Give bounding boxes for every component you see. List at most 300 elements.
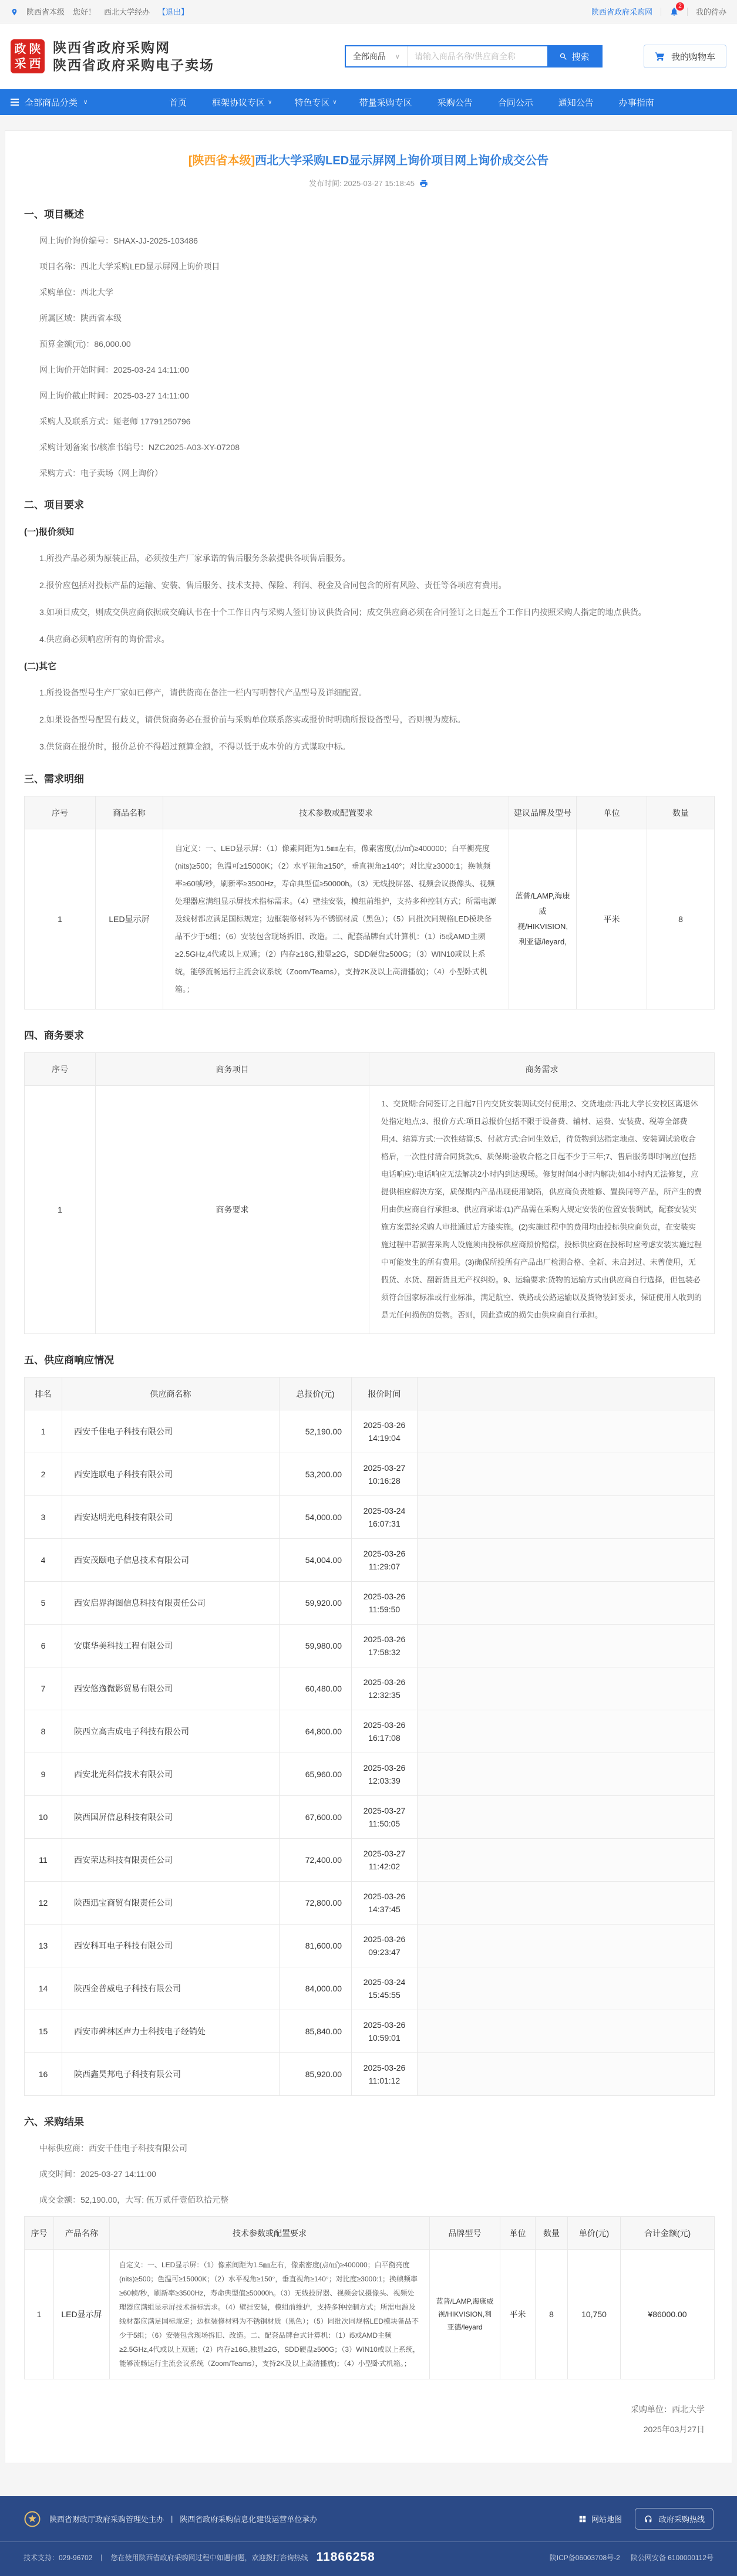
quote-date: 2025-03-26 <box>363 2020 406 2030</box>
cell-rank: 4 <box>25 1539 62 1582</box>
cell-quote-time <box>352 1839 418 1882</box>
notice-item: 1.所投产品必须为原装正品，必须按生产厂家承诺的售后服务条款提供各项售后服务。 <box>39 553 351 563</box>
cell-rank: 13 <box>25 1925 62 1967</box>
col-header: 建议品牌及型号 <box>509 796 577 829</box>
col-header: 排名 <box>25 1378 62 1410</box>
section-demand-heading: 三、需求明细 <box>24 774 84 785</box>
cell-total-price: 54,004.00 <box>280 1539 352 1582</box>
supplier-row <box>25 2053 715 2096</box>
col-header-empty <box>418 1378 715 1410</box>
notice-item: 4.供应商必须响应所有的询价需求。 <box>39 634 170 644</box>
field-label: 网上询价开始时间： <box>39 365 113 374</box>
nav-items <box>169 96 657 109</box>
other-item: 3.供货商在报价时，报价总价不得超过预算金额，不得以低于成本价的方式谋取中标。 <box>39 742 351 751</box>
project-field <box>24 364 713 376</box>
cell-total-price: 59,920.00 <box>280 1582 352 1625</box>
cell-empty <box>418 1753 715 1796</box>
cell-empty <box>418 1967 715 2010</box>
col-header: 报价时间 <box>352 1378 418 1410</box>
col-header: 单位 <box>500 2217 536 2250</box>
col-header: 序号 <box>25 2217 54 2250</box>
username: 西北大学经办 <box>104 8 150 16</box>
col-header: 序号 <box>25 796 96 829</box>
field-value: 2025-03-24 14:11:00 <box>113 365 189 374</box>
brand-title <box>53 39 214 74</box>
search-input[interactable] <box>408 46 547 66</box>
chevron-down-icon: ∨ <box>83 99 88 106</box>
field-value: 西安千佳电子科技有限公司 <box>89 2143 187 2153</box>
region-tag: [陕西省本级] <box>188 154 255 167</box>
cell-total-price: 85,920.00 <box>280 2053 352 2096</box>
logo-char: 采 <box>14 57 26 70</box>
nav-item[interactable] <box>438 96 476 109</box>
field-value: 陕西省本级 <box>80 313 122 323</box>
field-label: 采购单位： <box>39 288 80 297</box>
announcement-card <box>5 130 732 2463</box>
cell-quote-time <box>352 1753 418 1796</box>
section-overview-heading: 一、项目概述 <box>24 209 84 220</box>
site-home-link[interactable]: 陕西省政府采购网 <box>591 8 652 16</box>
logo-char: 政 <box>14 42 26 56</box>
notice-item: 3.如项目成交，则成交供应商依据成交确认书在十个工作日内与采购人签订协议供货合同；成交供应商必须在合同签订之日起五个工作日内按照采购人指定的地点供货。 <box>39 607 647 617</box>
field-label: 成交时间： <box>39 2169 80 2179</box>
nav-item[interactable] <box>498 96 536 109</box>
other-item: 1.所投设备型号生产厂家如已停产，请供货商在备注一栏内写明替代产品型号及详细配置。 <box>39 688 367 697</box>
cell-rank: 5 <box>25 1582 62 1625</box>
cell-rank: 9 <box>25 1753 62 1796</box>
cart-button[interactable] <box>644 45 726 68</box>
result-table-row <box>25 2250 715 2379</box>
supplier-row <box>25 1539 715 1582</box>
divider <box>687 8 688 16</box>
quote-clock: 11:59:50 <box>368 1605 401 1614</box>
col-header: 商务需求 <box>369 1053 715 1086</box>
cell-business-item: 商务要求 <box>96 1086 369 1334</box>
other-list <box>24 686 713 753</box>
cell-supplier-name: 西安悠逸微影贸易有限公司 <box>62 1667 280 1710</box>
quote-clock: 16:17:08 <box>368 1733 401 1743</box>
quote-date: 2025-03-27 <box>363 1849 406 1858</box>
demand-table <box>24 796 715 1010</box>
field-value: 2025-03-27 14:11:00 <box>113 391 189 400</box>
cell-quote-time <box>352 1625 418 1667</box>
security-record: 陕公网安备 6100000112号 <box>630 2553 714 2562</box>
cell-quote-time <box>352 2053 418 2096</box>
project-field <box>24 441 713 453</box>
cell-supplier-name: 西安启界海图信息科技有限责任公司 <box>62 1582 280 1625</box>
gov-hotline-label: 政府采购热线 <box>658 2515 705 2524</box>
nav-item-label: 采购公告 <box>437 97 473 108</box>
cell-no: 1 <box>25 1086 96 1334</box>
quote-clock: 11:01:12 <box>368 2076 401 2085</box>
cell-rank: 3 <box>25 1496 62 1539</box>
cell-unit-price: 10,750 <box>568 2250 621 2379</box>
nav-item-label: 带量采购专区 <box>359 97 412 108</box>
field-value: 2025-03-27 14:11:00 <box>80 2169 156 2179</box>
supplier-row <box>25 1839 715 1882</box>
nav-item-label: 通知公告 <box>558 97 594 108</box>
quote-date: 2025-03-26 <box>363 2063 406 2072</box>
cell-total-price: 59,980.00 <box>280 1625 352 1667</box>
quote-clock: 11:29:07 <box>368 1562 401 1571</box>
other-subheading: (二)其它 <box>24 661 56 671</box>
demand-table-header <box>25 796 715 829</box>
site-logo[interactable] <box>11 39 45 73</box>
nav-item-label: 首页 <box>169 97 187 108</box>
headset-icon <box>644 2514 653 2524</box>
cell-total-price: 85,840.00 <box>280 2010 352 2053</box>
supplier-row <box>25 1496 715 1539</box>
cell-quote-time <box>352 1410 418 1453</box>
cell-spec: 自定义：一、LED显示屏：（1）像素间距为1.5㎜左右，像素密度(点/㎡)≥400000；白平衡亮度(nits)≥500；色温可≥15000K；（2）水平视角≥150°，垂直视角≥140°；对比度≥3000:1；换帧频率≥60帧/秒，刷新率≥3500Hz，寿命典型值≥50000h。（3）无线投屏器、视频会议摄像头、视频处理器应满组显示屏技术指标需求。（4）壁挂安装，模组前维护，支持多种控制方式；所需电源及线材都应满足国标规定；边框装修材料为不锈钢材质（黑色）；（5）同批次同规格LED模块备品不少于5组；（6）安装包含现场拆旧、改造。二、配套品牌台式计算机：（1）i5或AMD主频≥2.5GHz,4代或以上双通；（2）内存≥16G,独显≥2G，SDD硬盘≥500G；（3）WIN10或以上系统，能够流畅运行主流会议系统（Zoom/Teams），支持2K及以上高清播放)；（4）小型卧式机箱。； <box>163 829 509 1010</box>
supplier-row <box>25 1925 715 1967</box>
cell-quote-time <box>352 2010 418 2053</box>
supplier-row <box>25 1753 715 1796</box>
announcement-title: 西北大学采购LED显示屏网上询价项目网上询价成交公告 <box>255 154 549 167</box>
cell-qty: 8 <box>536 2250 568 2379</box>
logo-char: 陕 <box>29 42 41 56</box>
cell-total-price: 72,800.00 <box>280 1882 352 1925</box>
supplier-row <box>25 1582 715 1625</box>
todo-link[interactable]: 我的待办 <box>695 8 726 16</box>
quote-date: 2025-03-26 <box>363 1677 406 1687</box>
publish-time: 发布时间: 2025-03-27 15:18:45 <box>24 177 713 188</box>
cell-total-price: 53,200.00 <box>280 1453 352 1496</box>
footer-org-operator: 陕西省政府采购信息化建设运营单位承办 <box>180 2515 318 2524</box>
col-header: 合计金额(元) <box>621 2217 715 2250</box>
cart-button-label: 我的购物车 <box>671 52 715 62</box>
quote-date: 2025-03-26 <box>363 1549 406 1558</box>
cell-empty <box>418 1453 715 1496</box>
cell-no: 1 <box>25 829 96 1010</box>
page-title <box>24 151 713 168</box>
footer-support-line: 技术支持：029-96702 | 您在使用陕西省政府采购网过程中如遇问题，欢迎拨打咨询热线 11866258 陕ICP备06003708号-2 陕公网安备 6100000112号 <box>23 2550 714 2564</box>
project-field <box>24 312 713 324</box>
col-header: 数量 <box>647 796 715 829</box>
cell-total-price: 81,600.00 <box>280 1925 352 1967</box>
search-bar <box>345 45 603 67</box>
cell-rank: 15 <box>25 2010 62 2053</box>
quote-clock: 15:45:55 <box>368 1990 401 2000</box>
search-button-label: 搜索 <box>571 52 590 62</box>
field-label: 所属区域： <box>39 313 80 323</box>
col-header: 技术参数或配置要求 <box>163 796 509 829</box>
cell-empty <box>418 1882 715 1925</box>
cell-rank: 16 <box>25 2053 62 2096</box>
cell-quote-time <box>352 1496 418 1539</box>
cell-no: 1 <box>25 2250 54 2379</box>
quote-date: 2025-03-24 <box>363 1977 406 1987</box>
col-header: 供应商名称 <box>62 1378 280 1410</box>
field-value: 电子卖场（网上询价） <box>80 468 163 478</box>
cell-total-price: 84,000.00 <box>280 1967 352 2010</box>
hamburger-icon <box>11 97 19 107</box>
result-table-header <box>25 2217 715 2250</box>
logo-char: 西 <box>29 57 41 70</box>
cell-quote-time <box>352 1796 418 1839</box>
field-label: 采购计划备案书/核准书编号： <box>39 443 149 452</box>
cell-empty <box>418 1925 715 1967</box>
field-label: 网上询价询价编号： <box>39 236 113 245</box>
overview-fields <box>24 235 713 479</box>
business-table-row <box>25 1086 715 1334</box>
supplier-row <box>25 1453 715 1496</box>
chevron-down-icon: ∨ <box>268 99 272 106</box>
quote-clock: 12:03:39 <box>368 1776 401 1785</box>
col-header: 商品名称 <box>96 796 163 829</box>
cell-total-price: 52,190.00 <box>280 1410 352 1453</box>
greeting-text: 您好！ <box>73 8 96 16</box>
cell-empty <box>418 1710 715 1753</box>
search-icon <box>559 52 568 62</box>
supplier-row <box>25 1967 715 2010</box>
project-field <box>24 286 713 298</box>
hotline-number: 11866258 <box>316 2550 375 2564</box>
search-button[interactable] <box>547 46 601 66</box>
demand-table-row <box>25 829 715 1010</box>
gov-hotline-widget[interactable] <box>635 2508 714 2530</box>
cart-icon <box>655 51 665 62</box>
supplier-row <box>25 1667 715 1710</box>
sitemap-link[interactable]: 网站地图 <box>578 2513 622 2524</box>
field-label: 网上询价截止时间： <box>39 391 113 400</box>
footer <box>0 2496 737 2576</box>
logout-link[interactable]: 【退出】 <box>158 8 189 16</box>
cell-quote-time <box>352 1882 418 1925</box>
cell-business-demand: 1、交货期:合同签订之日起7日内交货安装调试交付使用;2、交货地点:西北大学长安校区离退休处指定地点;3、报价方式:项目总报价包括不限于设备费、辅材、运费、安装费、税等全部费用;4、结算方式:一次性结算;5、付款方式:合同生效后，待货物到达指定地点、安装调试验收合格后，一次性付清合同货款;6、质保期:验收合格之日起不少于三年;7、售后服务即时响应(包括电话响应):电话响应无法解决2小时内到达现场。修复时间4小时内解决;如4小时内无法修复，应提供相应解决方案，质保期内产品出现使用缺陷，供应商负责维修、置换同等产品，所产生的费用由供应商自行承担:8、供应商承诺:(1)产品需在采购人规定安装的位置安装调试，配套安装实施方案需经采购人审批通过后方能实施。(2)实施过程中的费用均由投标供应商负责，在安装实施过程中若损害采购人设施须由投标供应商照价赔偿，投标供应商在投标时应考虑安装实施过程中可能发生的所有费用。(3)确保所投所有产品出厂检测合格、全新、未启封过、未曾使用，无假货、水货、翻新货且无产权纠纷。9、运输要求:货物的运输方式由供应商自行选择，但包装必须符合国家标准或行业标准，满足航空、铁路或公路运输以及货物装卸要求，保证使用人收到的是无任何损伤的货物。否则，因此造成的损失由供应商自行承担。 <box>369 1086 715 1334</box>
field-label: 采购方式： <box>39 468 80 478</box>
location-pin-icon <box>11 7 18 16</box>
field-label: 预算金额(元)： <box>39 339 95 349</box>
cell-rank: 8 <box>25 1710 62 1753</box>
suppliers-table <box>24 1377 715 2096</box>
supplier-row <box>25 1625 715 1667</box>
result-field <box>24 2142 713 2154</box>
cell-rank: 1 <box>25 1410 62 1453</box>
quote-clock: 16:07:31 <box>368 1519 401 1528</box>
field-label: 项目名称： <box>39 262 80 271</box>
cell-empty <box>418 1796 715 1839</box>
cell-empty <box>418 1539 715 1582</box>
project-field <box>24 338 713 350</box>
cell-supplier-name: 西安市碑林区声力士科技电子经销处 <box>62 2010 280 2053</box>
cell-supplier-name: 西安连联电子科技有限公司 <box>62 1453 280 1496</box>
cell-product-name: LED显示屏 <box>54 2250 110 2379</box>
supplier-row <box>25 1710 715 1753</box>
cell-empty <box>418 1625 715 1667</box>
grid-icon <box>578 2514 587 2524</box>
col-header: 总报价(元) <box>280 1378 352 1410</box>
cell-qty: 8 <box>647 829 715 1010</box>
help-text: 您在使用陕西省政府采购网过程中如遇问题，欢迎拨打咨询热线 <box>110 2553 308 2562</box>
other-item: 2.如果设备型号配置有歧义，请供货商务必在报价前与采购单位联系落实或报价时明确所报设备型号，否则视为废标。 <box>39 715 466 724</box>
nav-item-label: 合同公示 <box>497 97 533 108</box>
field-value: NZC2025-A03-XY-07208 <box>148 443 240 452</box>
cell-quote-time <box>352 1667 418 1710</box>
cell-rank: 7 <box>25 1667 62 1710</box>
cell-product-name: LED显示屏 <box>96 829 163 1010</box>
cell-supplier-name: 陕西鑫昊邦电子科技有限公司 <box>62 2053 280 2096</box>
search-category-value: 全部商品 <box>352 52 386 61</box>
project-field <box>24 467 713 479</box>
col-header: 产品名称 <box>54 2217 110 2250</box>
col-header: 商务项目 <box>96 1053 369 1086</box>
field-label: 中标供应商： <box>39 2143 89 2153</box>
cell-supplier-name: 安康华美科技工程有限公司 <box>62 1625 280 1667</box>
field-value: 86,000.00 <box>94 339 131 349</box>
cell-rank: 11 <box>25 1839 62 1882</box>
quote-date: 2025-03-26 <box>363 1763 406 1773</box>
cell-brand: 蓝普/LAMP,海康威视/HIKVISION,利亚德/leyard, <box>509 829 577 1010</box>
cell-unit: 平米 <box>577 829 647 1010</box>
all-categories-menu[interactable] <box>11 96 146 109</box>
brand-line1: 陕西省政府采购网 <box>53 40 170 55</box>
notification-bell-icon[interactable] <box>669 3 682 16</box>
cell-rank: 14 <box>25 1967 62 2010</box>
nav-item[interactable] <box>294 96 336 109</box>
notification-badge: 2 <box>676 2 684 11</box>
cell-supplier-name: 陕西迅宝商贸有限责任公司 <box>62 1882 280 1925</box>
project-field <box>24 416 713 427</box>
nav-item-label: 框架协议专区 <box>212 97 265 108</box>
field-value: 姬老师 17791250796 <box>113 417 191 426</box>
nav-item[interactable] <box>359 96 415 109</box>
quote-clock: 14:37:45 <box>368 1905 401 1914</box>
emblem-icon <box>23 2510 41 2528</box>
nav-item[interactable] <box>212 96 272 109</box>
quote-date: 2025-03-26 <box>363 1892 406 1901</box>
signoff-org: 采购单位：西北大学 <box>631 2405 705 2414</box>
printer-icon[interactable] <box>419 178 428 187</box>
nav-item[interactable] <box>619 96 657 109</box>
cell-quote-time <box>352 1539 418 1582</box>
cell-empty <box>418 1667 715 1710</box>
quote-date: 2025-03-27 <box>363 1806 406 1815</box>
cell-quote-time <box>352 1582 418 1625</box>
supplier-row <box>25 1410 715 1453</box>
nav-item[interactable] <box>558 96 597 109</box>
field-value: 西北大学采购LED显示屏网上询价项目 <box>80 262 220 271</box>
quotation-notice-list <box>24 552 713 646</box>
col-header: 技术参数或配置要求 <box>110 2217 430 2250</box>
result-fields <box>24 2142 713 2206</box>
cell-brand: 蓝普/LAMP,海康威视/HIKVISION,利亚德/leyard <box>430 2250 500 2379</box>
quote-clock: 11:50:05 <box>368 1819 401 1828</box>
all-categories-label: 全部商品分类 <box>25 97 78 108</box>
quote-date: 2025-03-26 <box>363 1720 406 1730</box>
quote-clock: 17:58:32 <box>368 1647 401 1657</box>
cell-empty <box>418 2010 715 2053</box>
quote-clock: 12:32:35 <box>368 1690 401 1700</box>
project-field <box>24 390 713 401</box>
col-header: 序号 <box>25 1053 96 1086</box>
col-header: 品牌型号 <box>430 2217 500 2250</box>
project-field <box>24 261 713 272</box>
cell-empty <box>418 1410 715 1453</box>
cell-empty <box>418 1496 715 1539</box>
footer-org-host: 陕西省财政厅政府采购管理处主办 <box>49 2515 164 2524</box>
col-header: 单位 <box>577 796 647 829</box>
search-category-select[interactable] <box>346 46 408 66</box>
main-nav <box>0 89 737 115</box>
cell-quote-time <box>352 1967 418 2010</box>
cell-supplier-name: 西安千佳电子科技有限公司 <box>62 1410 280 1453</box>
cell-total-price: 54,000.00 <box>280 1496 352 1539</box>
cell-total-price: 67,600.00 <box>280 1796 352 1839</box>
chevron-down-icon: ∨ <box>332 99 337 106</box>
field-label: 采购人及联系方式： <box>39 417 113 426</box>
quote-date: 2025-03-26 <box>363 1420 406 1430</box>
chevron-down-icon: ∨ <box>395 53 400 60</box>
cell-total-amount: ¥86000.00 <box>621 2250 715 2379</box>
result-table <box>24 2216 715 2379</box>
cell-unit: 平米 <box>500 2250 536 2379</box>
cell-supplier-name: 西安达明光电科技有限公司 <box>62 1496 280 1539</box>
section-suppliers-heading: 五、供应商响应情况 <box>24 1355 114 1366</box>
business-table-header <box>25 1053 715 1086</box>
field-label: 成交金额： <box>39 2195 80 2204</box>
field-value: 西北大学 <box>80 288 113 297</box>
supplier-row <box>25 1796 715 1839</box>
quote-date: 2025-03-26 <box>363 1934 406 1944</box>
brand-line2: 陕西省政府采购电子卖场 <box>53 58 214 73</box>
signoff-date: 2025年03月27日 <box>643 2425 705 2434</box>
quote-clock: 14:19:04 <box>368 1433 401 1443</box>
cell-total-price: 64,800.00 <box>280 1710 352 1753</box>
project-field <box>24 235 713 247</box>
section-result-heading: 六、采购结果 <box>24 2116 84 2128</box>
cell-empty <box>418 2053 715 2096</box>
tech-support-text: 技术支持：029-96702 <box>23 2553 93 2562</box>
cell-supplier-name: 西安荣达科技有限责任公司 <box>62 1839 280 1882</box>
field-value: 52,190.00，大写: 伍万贰仟壹佰玖拾元整 <box>80 2195 229 2204</box>
quote-clock: 10:59:01 <box>368 2033 401 2042</box>
quote-date: 2025-03-26 <box>363 1592 406 1601</box>
cell-supplier-name: 陕西金普威电子科技有限公司 <box>62 1967 280 2010</box>
section-requirements-heading: 二、项目要求 <box>24 499 84 511</box>
cell-empty <box>418 1582 715 1625</box>
region-selector[interactable]: 陕西省本级 <box>26 8 65 16</box>
quote-date: 2025-03-27 <box>363 1463 406 1473</box>
cell-rank: 6 <box>25 1625 62 1667</box>
cell-rank: 2 <box>25 1453 62 1496</box>
footer-org-line: 陕西省财政厅政府采购管理处主办 | 陕西省政府采购信息化建设运营单位承办 <box>49 2514 318 2524</box>
top-utility-bar <box>0 0 737 23</box>
field-value: SHAX-JJ-2025-103486 <box>113 236 198 245</box>
cell-supplier-name: 陕西立高吉成电子科技有限公司 <box>62 1710 280 1753</box>
nav-item[interactable] <box>169 96 190 109</box>
quote-clock: 09:23:47 <box>368 1947 401 1957</box>
cell-supplier-name: 西安北光科信技术有限公司 <box>62 1753 280 1796</box>
cell-quote-time <box>352 1710 418 1753</box>
cell-empty <box>418 1839 715 1882</box>
quote-date: 2025-03-24 <box>363 1506 406 1515</box>
quote-clock: 11:42:02 <box>368 1862 401 1871</box>
cell-supplier-name: 陕西国屏信息科技有限公司 <box>62 1796 280 1839</box>
cell-supplier-name: 西安科耳电子科技有限公司 <box>62 1925 280 1967</box>
nav-item-label: 办事指南 <box>618 97 654 108</box>
section-business-heading: 四、商务要求 <box>24 1030 84 1041</box>
notice-item: 2.报价应包括对投标产品的运输、安装、售后服务、技术支持、保险、利润、税金及合同包含的所有风险、责任等各项应有费用。 <box>39 580 507 590</box>
quote-clock: 10:16:28 <box>368 1476 401 1485</box>
cell-rank: 10 <box>25 1796 62 1839</box>
supplier-row <box>25 2010 715 2053</box>
col-header: 数量 <box>536 2217 568 2250</box>
cell-rank: 12 <box>25 1882 62 1925</box>
cell-total-price: 65,960.00 <box>280 1753 352 1796</box>
signoff-block <box>24 2399 713 2439</box>
quote-date: 2025-03-26 <box>363 1635 406 1644</box>
